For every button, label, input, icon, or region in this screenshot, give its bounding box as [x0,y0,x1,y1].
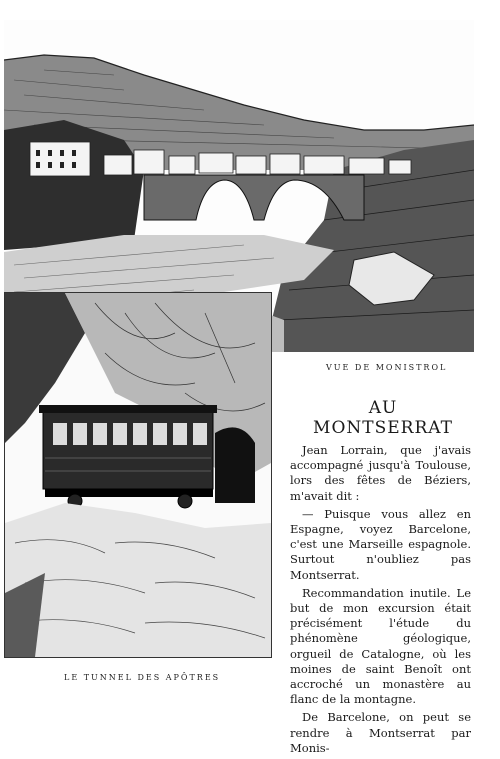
caption-tunnel-des-apotres: LE TUNNEL DES APÔTRES [64,673,221,682]
article-body [290,443,471,759]
paragraph-1: Jean Lorrain, que j'avais accompagné jusqu'à Toulouse, lors des fêtes de Béziers, m'avait dit : [290,443,471,503]
paragraph-2: — Puisque vous allez en Espagne, voyez Barcelone, c'est une Marseille espagnole. Surtout n'oubliez pas Montserrat. [290,506,471,582]
paragraph-3: Recommandation inutile. Le but de mon excursion était précisément l'étude du phénomène géologique, orgueil de Catalogne, où les moines de saint Benoît ont accroché un monastère au flanc de la montagne. [290,585,471,707]
paragraph-4: De Barcelone, on peut se rendre à Montserrat par Monis- [290,710,471,755]
article-title: AU MONTSERRAT [313,398,453,438]
tunnel-engraving [4,292,272,658]
tram-car [39,405,217,508]
caption-vue-de-monistrol: VUE DE MONISTROL [326,363,448,372]
